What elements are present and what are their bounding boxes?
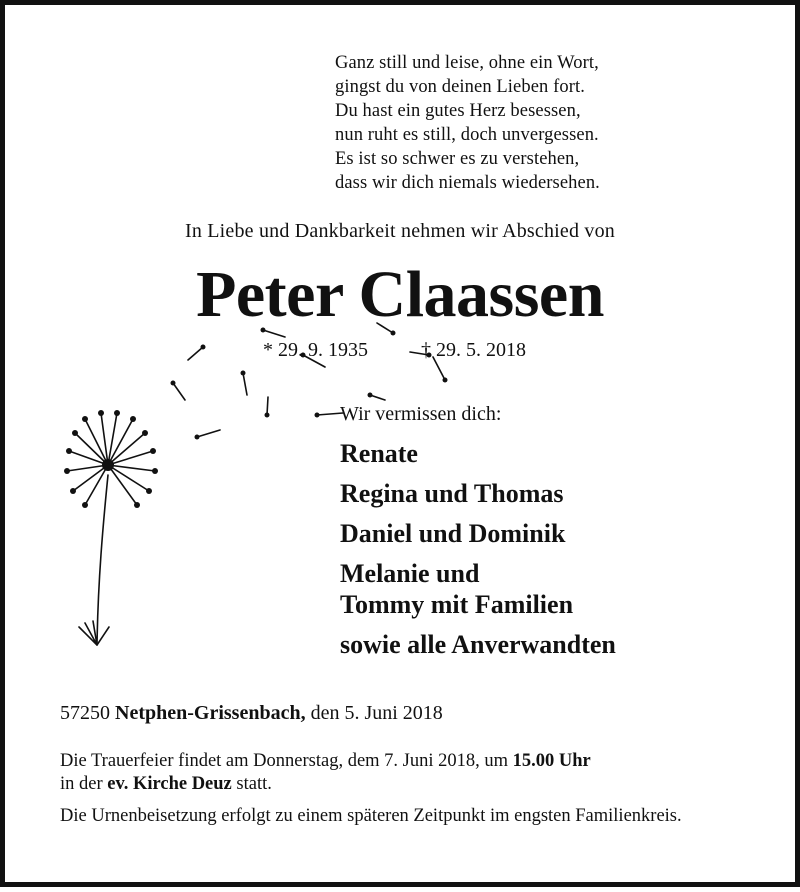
funeral-text: Die Trauerfeier findet am Donnerstag, dem 7. Juni 2018, um [60, 751, 509, 771]
mourner-name: Tommy mit Familien [340, 590, 574, 619]
farewell-intro: In Liebe und Dankbarkeit nehmen wir Abschied von [184, 220, 616, 242]
funeral-info [60, 750, 750, 796]
poem [335, 51, 600, 195]
poem-line: Es ist so schwer es zu verstehen, [335, 149, 580, 169]
funeral-text: statt. [236, 774, 272, 794]
life-dates [263, 339, 526, 362]
poem-line: dass wir dich niemals wiedersehen. [335, 173, 600, 193]
notice-date: den 5. Juni 2018 [310, 702, 443, 724]
funeral-text: in der [60, 774, 103, 794]
mourner-name: Renate [340, 439, 418, 468]
mourner-name: Melanie und [340, 559, 480, 588]
poem-line: Ganz still und leise, ohne ein Wort, [335, 53, 599, 73]
burial-info: Die Urnenbeisetzung erfolgt zu einem späteren Zeitpunkt im engsten Familienkreis. [60, 806, 682, 826]
mourner-name: Regina und Thomas [340, 479, 564, 508]
town: Netphen-Grissenbach, [115, 702, 306, 724]
poem-line: nun ruht es still, doch unvergessen. [335, 125, 599, 145]
poem-line: gingst du von deinen Lieben fort. [335, 77, 585, 97]
mourners-heading: Wir vermissen dich: [340, 403, 502, 425]
funeral-church: ev. Kirche Deuz [107, 774, 232, 794]
postal-code: 57250 [60, 702, 110, 724]
funeral-time: 15.00 Uhr [512, 751, 591, 771]
place-and-date [60, 702, 443, 725]
mourner-name: Daniel und Dominik [340, 519, 566, 548]
deceased-name: Peter Claassen [196, 258, 604, 331]
mourners-list [340, 438, 616, 660]
poem-line: Du hast ein gutes Herz besessen, [335, 101, 581, 121]
mourner-name: sowie alle Anverwandten [340, 630, 616, 659]
birth-date: * 29. 9. 1935 [263, 339, 368, 361]
death-date: † 29. 5. 2018 [421, 339, 526, 361]
